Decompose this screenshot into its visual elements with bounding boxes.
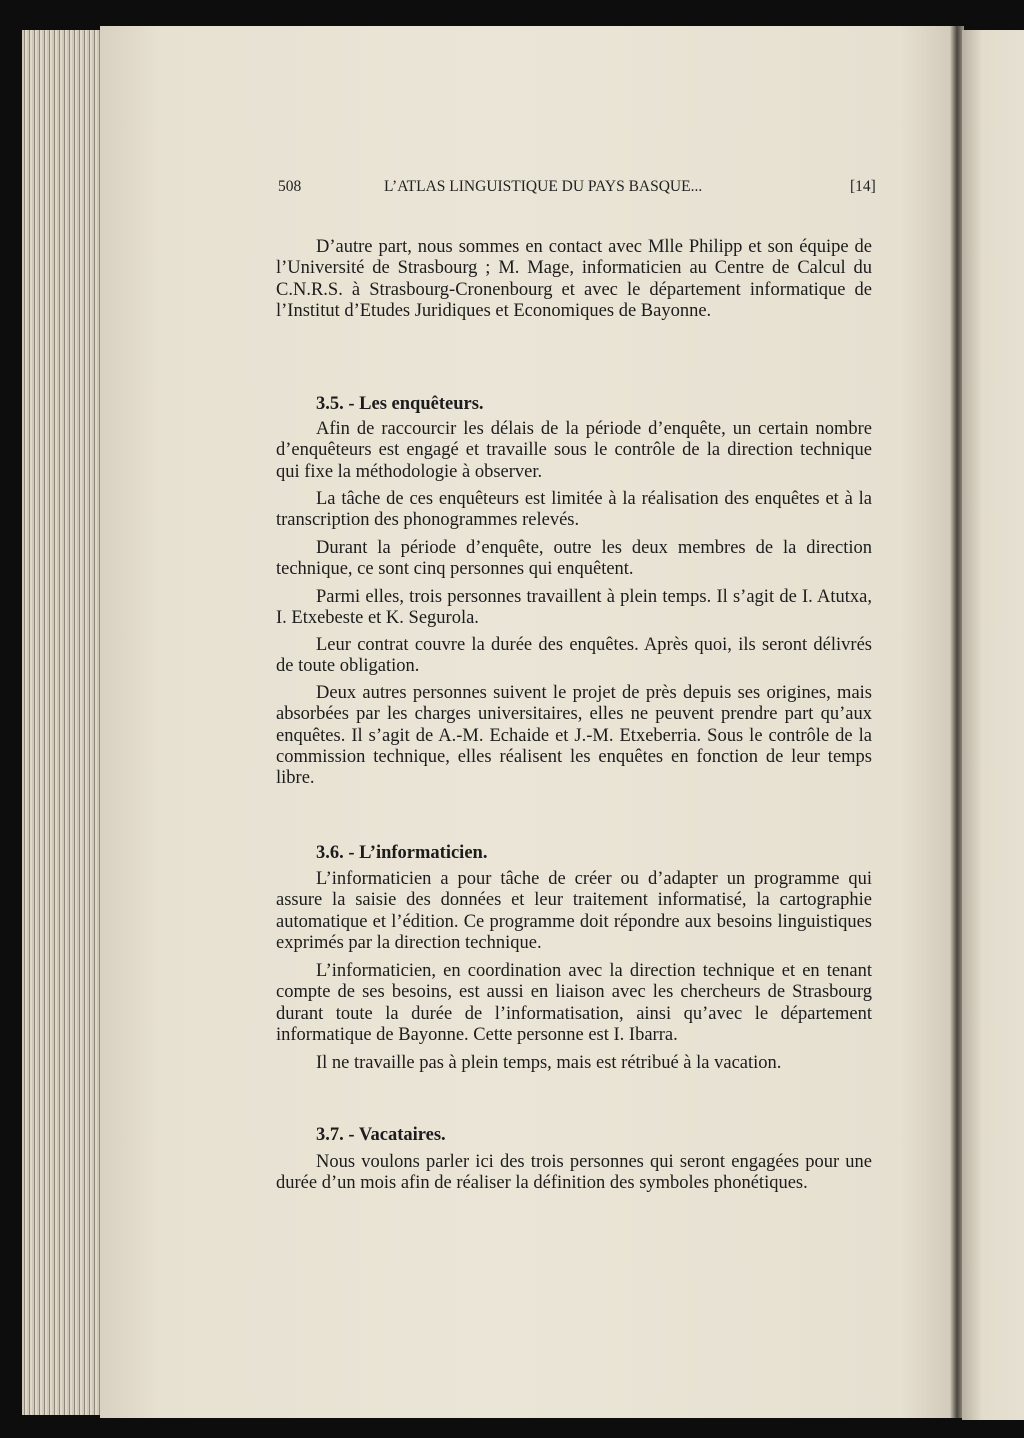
paragraph: L’informaticien, en coordination avec la direction technique et en tenant compte de ses besoins, est aussi en liaison avec les chercheurs de Strasbourg durant toute la durée de l’informatisation, ainsi qu’avec le département informatique de Bayonne. Cette personne est I. Ibarra. bbox=[276, 961, 872, 1045]
paragraph: L’informaticien a pour tâche de créer ou d’adapter un programme qui assure la saisie des données et leur traitement informatisé, la cartographie automatique et l’édition. Ce programme doit répondre aux besoins linguistiques exprimés par la direction technique. bbox=[276, 869, 872, 953]
paragraph: Afin de raccourcir les délais de la période d’enquête, un certain nombre d’enquêteurs est engagé et travaille sous le contrôle de la direction technique qui fixe la méthodologie à observer. bbox=[276, 419, 872, 482]
section-ref: [14] bbox=[850, 178, 876, 195]
paragraph: Deux autres personnes suivent le projet de près depuis ses origines, mais absorbées par les charges universitaires, elles ne peuvent prendre part qu’aux enquêtes. Il s’agit de A.-M. Echaide et J.-M. Etxeberria. Sous le contrôle de la commission technique, elles réalisent les enquêtes en fonction de leur temps libre. bbox=[276, 683, 872, 789]
paragraph: La tâche de ces enquêteurs est limitée à la réalisation des enquêtes et à la transcription des phonogrammes relevés. bbox=[276, 489, 872, 531]
paragraph: D’autre part, nous sommes en contact avec Mlle Philipp et son équipe de l’Université de Strasbourg ; M. Mage, informaticien au Centre de Calcul du C.N.R.S. à Strasbourg-Cronenbourg et avec le département informatique de l’Institut d’Etudes Juridiques et Economiques de Bayonne. bbox=[276, 237, 872, 321]
paragraph: Il ne travaille pas à plein temps, mais est rétribué à la vacation. bbox=[316, 1053, 782, 1073]
paragraph: Durant la période d’enquête, outre les deux membres de la direction technique, ce sont cinq personnes qui enquêtent. bbox=[276, 538, 872, 580]
page-number: 508 bbox=[278, 178, 302, 195]
running-title: L’ATLAS LINGUISTIQUE DU PAYS BASQUE... bbox=[384, 178, 703, 195]
facing-page bbox=[962, 30, 1024, 1420]
section-heading: 3.6. - L’informaticien. bbox=[316, 843, 488, 863]
paragraph: Parmi elles, trois personnes travaillent à plein temps. Il s’agit de I. Atutxa, I. Etxebeste et K. Segurola. bbox=[276, 587, 872, 629]
paragraph: Leur contrat couvre la durée des enquêtes. Après quoi, ils seront délivrés de toute obligation. bbox=[276, 635, 872, 677]
section-heading: 3.7. - Vacataires. bbox=[316, 1125, 446, 1145]
paragraph: Nous voulons parler ici des trois personnes qui seront engagées pour une durée d’un mois afin de réaliser la définition des symboles phonétiques. bbox=[276, 1152, 872, 1194]
section-heading: 3.5. - Les enquêteurs. bbox=[316, 394, 484, 414]
